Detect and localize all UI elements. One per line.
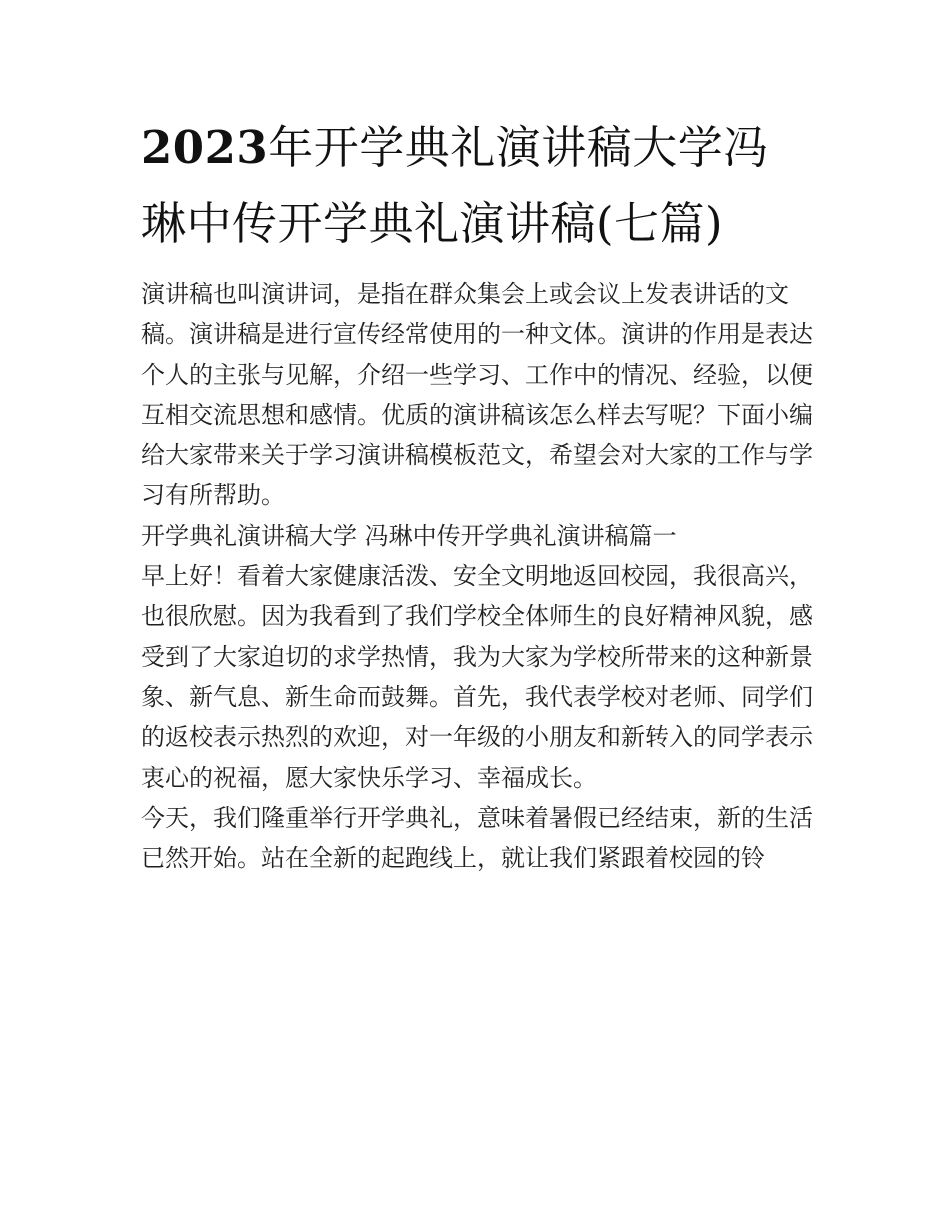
document-page <box>141 110 813 878</box>
title-text: 年开学典礼演讲稿大学冯琳中传开学典礼演讲稿(七篇) <box>141 121 769 250</box>
body-paragraph: 早上好！看着大家健康活泼、安全文明地返回校园，我很高兴，也很欣慰。因为我看到了我们学校全体师生的良好精神风貌，感受到了大家迫切的求学热情，我为大家为学校所带来的这种新景象、新气息、新生命而鼓舞。首先，我代表学校对老师、同学们的返校表示热烈的欢迎，对一年级的小朋友和新转入的同学表示衷心的祝福，愿大家快乐学习、幸福成长。 <box>141 562 813 792</box>
document-title <box>141 110 813 262</box>
title-year: 2023 <box>141 121 269 174</box>
intro-paragraph: 演讲稿也叫演讲词，是指在群众集会上或会议上发表讲话的文稿。演讲稿是进行宣传经常使用的一种文体。演讲的作用是表达个人的主张与见解，介绍一些学习、工作中的情况、经验，以便互相交流思想和感情。优质的演讲稿该怎么样去写呢？下面小编给大家带来关于学习演讲稿模板范文，希望会对大家的工作与学习有所帮助。 <box>141 280 813 510</box>
section-heading: 开学典礼演讲稿大学 冯琳中传开学典礼演讲稿篇一 <box>141 521 677 550</box>
body-paragraph: 今天，我们隆重举行开学典礼，意味着暑假已经结束，新的生活已然开始。站在全新的起跑线上，就让我们紧跟着校园的铃 <box>141 803 813 873</box>
document-body <box>141 274 813 878</box>
